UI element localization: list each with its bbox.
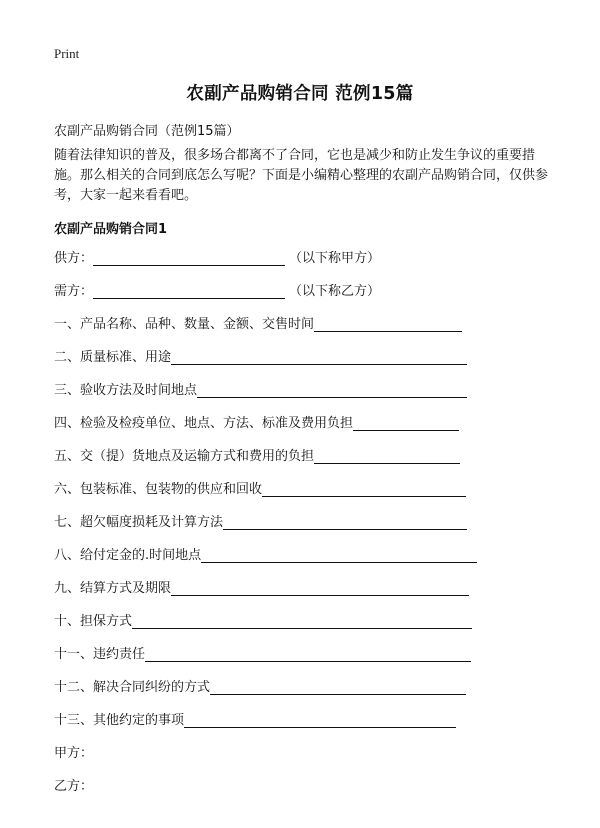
clause-label: 一、产品名称、品种、数量、金额、交售时间	[54, 317, 315, 332]
party-a-row	[54, 741, 93, 761]
clause-field[interactable]	[171, 580, 469, 596]
clause-row	[54, 543, 477, 563]
clause-label: 六、包装标准、包装物的供应和回收	[54, 482, 263, 497]
clause-label: 五、交（提）货地点及运输方式和费用的负担	[54, 449, 315, 464]
party-b-row	[54, 774, 93, 794]
clause-label: 四、检验及检疫单位、地点、方法、标准及费用负担	[54, 416, 354, 431]
clause-field[interactable]	[314, 448, 460, 464]
clause-row	[54, 345, 467, 365]
clause-field[interactable]	[132, 613, 472, 629]
clause-field[interactable]	[353, 415, 459, 431]
clause-field[interactable]	[184, 712, 456, 728]
clause-field[interactable]	[201, 547, 477, 563]
supplier-label: 供方：	[54, 251, 94, 266]
clause-row	[54, 510, 467, 530]
clause-label: 九、结算方式及期限	[54, 581, 172, 596]
clause-row	[54, 708, 456, 728]
document-subtitle: 农副产品购销合同（范例15篇）	[54, 124, 240, 139]
clause-field[interactable]	[171, 349, 467, 365]
print-link[interactable]: Print	[54, 46, 80, 61]
clause-row	[54, 312, 462, 332]
clause-row	[54, 609, 472, 629]
clause-field[interactable]	[197, 382, 467, 398]
document-title: 农副产品购销合同 范例15篇	[186, 84, 414, 104]
clause-label: 七、超欠幅度损耗及计算方法	[54, 515, 224, 530]
clause-label: 十一、违约责任	[54, 647, 146, 662]
buyer-label: 需方：	[54, 284, 94, 299]
buyer-field[interactable]	[93, 283, 285, 299]
clause-field[interactable]	[262, 481, 466, 497]
clause-label: 十二、解决合同纠纷的方式	[54, 680, 211, 695]
party-b-label: 乙方：	[54, 779, 94, 794]
clause-label: 十三、其他约定的事项	[54, 713, 185, 728]
clause-label: 十、担保方式	[54, 614, 133, 629]
clause-row	[54, 378, 467, 398]
clause-row	[54, 642, 471, 662]
supplier-field[interactable]	[93, 250, 285, 266]
buyer-row	[54, 279, 380, 299]
supplier-row	[54, 246, 380, 266]
party-a-label: 甲方：	[54, 746, 94, 761]
clause-field[interactable]	[145, 646, 471, 662]
section-heading: 农副产品购销合同1	[54, 222, 168, 237]
supplier-suffix: （以下称甲方）	[289, 251, 381, 266]
clause-row	[54, 411, 459, 431]
clause-label: 八、给付定金的.时间地点	[54, 548, 202, 563]
clause-row	[54, 675, 466, 695]
intro-paragraph: 随着法律知识的普及，很多场合都离不了合同，它也是减少和防止发生争议的重要措施。那么相关的合同到底怎么写呢？下面是小编精心整理的农副产品购销合同，仅供参考，大家一起来看看吧。	[54, 148, 549, 203]
clause-field[interactable]	[210, 679, 466, 695]
clause-field[interactable]	[223, 514, 467, 530]
clause-row	[54, 576, 469, 596]
clause-label: 三、验收方法及时间地点	[54, 383, 198, 398]
buyer-suffix: （以下称乙方）	[289, 284, 381, 299]
clause-label: 二、质量标准、用途	[54, 350, 172, 365]
clause-row	[54, 444, 460, 464]
clause-row	[54, 477, 466, 497]
clause-field[interactable]	[314, 316, 462, 332]
